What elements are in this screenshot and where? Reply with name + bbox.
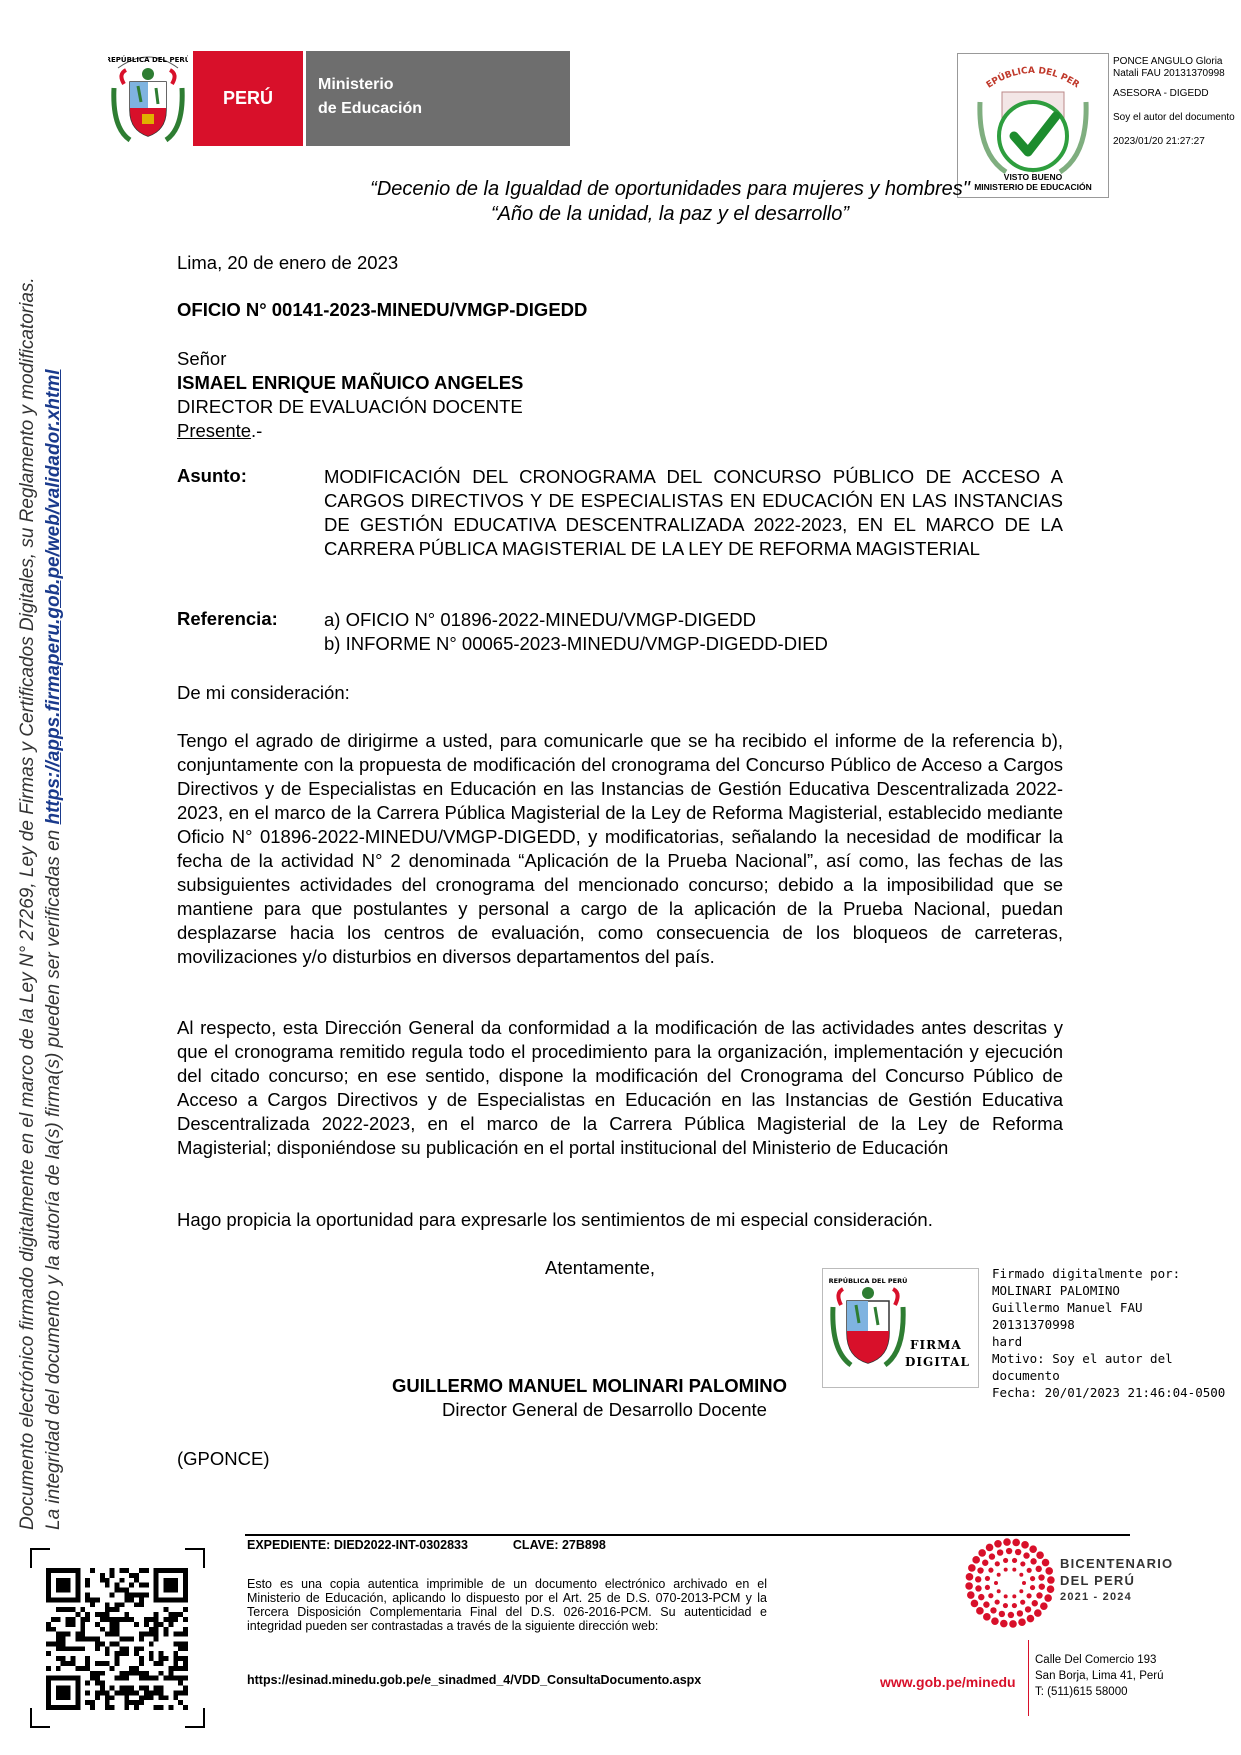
- escudo-text: REPÚBLICA DEL PERÚ: [108, 56, 188, 64]
- visto-bueno-signer-line1: PONCE ANGULO Gloria: [1113, 56, 1223, 67]
- initials: (GPONCE): [177, 1448, 270, 1469]
- visto-bueno-datetime: 2023/01/20 21:27:27: [1113, 136, 1205, 147]
- visto-bueno-seal-text: EPÚBLICA DEL PER: [984, 65, 1081, 91]
- bicentenario-line3: 2021 - 2024: [1060, 1591, 1132, 1603]
- visto-bueno-details: [1113, 56, 1241, 160]
- sig-line-1: Firmado digitalmente por:: [992, 1266, 1181, 1281]
- digital-signature-details: [992, 1265, 1232, 1401]
- slogan-line2: “Año de la unidad, la paz y el desarrollo”: [491, 203, 849, 225]
- referencia-a: a) OFICIO N° 01896-2022-MINEDU/VMGP-DIGEDD: [324, 609, 756, 630]
- sig-line-6: documento: [992, 1368, 1060, 1383]
- peru-label: PERÚ: [193, 51, 303, 146]
- legal-note-line1: Documento electrónico firmado digitalmente en el marco de la Ley N° 27269, Ley de Firmas y Certificados Digitales, su Reglamento y modificatorias.: [17, 277, 38, 1530]
- place-date: Lima, 20 de enero de 2023: [177, 252, 399, 273]
- sig-line-7: Fecha: 20/01/2023 21:46:04-0500: [992, 1385, 1226, 1400]
- footer-notice: Esto es una copia autentica imprimible de un documento electrónico archivado en el Ministerio de Educación, aplicando lo dispuesto por el Art. 25 de D.S. 070-2013-PCM y la Tercera Disposición Complementaria Final del D.S. 026-2016-PCM. Su autenticidad e integridad pueden ser contrastadas a través de la siguiente dirección web:: [247, 1577, 767, 1633]
- sig-line-5: Motivo: Soy el autor del: [992, 1351, 1173, 1366]
- ministerio-line2: de Educación: [318, 100, 423, 117]
- expediente: EXPEDIENTE: DIED2022-INT-0302833: [247, 1538, 468, 1552]
- slogan-line1: “Decenio de la Igualdad de oportunidades para mujeres y hombres": [370, 178, 970, 200]
- paragraph-1: Tengo el agrado de dirigirme a usted, para comunicarle que se ha recibido el informe de la referencia b), conjuntamente con la propuesta de modificación del cronograma del Concurso Público de Acceso a Cargos Directivos y de Especialistas en Educación en las Instancias de Gestión Educativa Descentralizada 2022-2023, en el marco de la Carrera Pública Magisterial de la Ley de Reforma Magisterial, establecido mediante Oficio N° 01896-2022-MINEDU/VMGP-DIGEDD, y modificatorias, señalando la necesidad de modificar la fecha de la actividad N° 2 denominada “Aplicación de la Prueba Nacional”, así como, las fechas de las subsiguientes actividades del cronograma del mencionado concurso; debido a la imposibilidad que se mantiene para que postulantes y personal a cargo de la aplicación de la Prueba Nacional, puedan desplazarse hacia los centros de evaluación, como consecuencia de los bloqueos de carreteras, movilizaciones y/o disturbios en diversos departamentos del país.: [177, 730, 1063, 967]
- ministerio-line1: Ministerio: [318, 76, 394, 93]
- bicentenario-line1: BICENTENARIO: [1060, 1556, 1174, 1571]
- validator-link[interactable]: https://apps.firmaperu.gob.pe/web/validador.xhtml: [43, 369, 64, 825]
- legal-note-line2: [41, 160, 67, 1530]
- footer-codes: [247, 1538, 606, 1552]
- bicentenario-logo: [965, 1538, 1055, 1628]
- firma-line2: DIGITAL: [905, 1355, 970, 1369]
- closing: Atentamente,: [545, 1257, 656, 1278]
- recipient-block: [177, 347, 523, 443]
- referencia-label: Referencia:: [177, 608, 278, 629]
- footer-url[interactable]: https://esinad.minedu.gob.pe/e_sinadmed_4/VDD_ConsultaDocumento.aspx: [247, 1673, 702, 1687]
- oficio-number: OFICIO N° 00141-2023-MINEDU/VMGP-DIGEDD: [177, 299, 588, 320]
- bicentenario-line2: DEL PERÚ: [1060, 1573, 1136, 1588]
- salutation: Señor: [177, 348, 227, 369]
- signer-title: Director General de Desarrollo Docente: [442, 1399, 767, 1420]
- address-block: [1035, 1652, 1164, 1700]
- legal-note-line2-text: La integridad del documento y la autoría de la(s) firma(s) pueden ser verificadas en: [43, 824, 64, 1530]
- presente: [177, 419, 523, 443]
- footer-divider: [245, 1534, 1130, 1536]
- referencias: [324, 608, 828, 656]
- firma-digital-label: [905, 1337, 970, 1371]
- bicentenario-text: [1060, 1555, 1173, 1606]
- address-line2: San Borja, Lima 41, Perú: [1035, 1670, 1164, 1682]
- signer-name: GUILLERMO MANUEL MOLINARI PALOMINO: [392, 1375, 787, 1396]
- clave: CLAVE: 27B898: [512, 1538, 606, 1552]
- phone: T: (511)615 58000: [1035, 1686, 1128, 1698]
- sig-line-3: Guillermo Manuel FAU 20131370998: [992, 1300, 1143, 1332]
- greeting: De mi consideración:: [177, 682, 350, 703]
- slogan: [200, 177, 1140, 227]
- address-divider: [1028, 1640, 1029, 1716]
- ministerio-label: [306, 51, 570, 146]
- paragraph-3: Hago propicia la oportunidad para expresarle los sentimientos de mi especial consideración.: [177, 1209, 933, 1230]
- qr-code: [30, 1548, 205, 1728]
- visto-bueno-signer: [1113, 56, 1241, 80]
- presente-text: Presente: [177, 420, 252, 441]
- sig-line-4: hard: [992, 1334, 1023, 1349]
- paragraph-2: Al respecto, esta Dirección General da conformidad a la modificación de las actividades antes descritas y que el cronograma remitido regula todo el procedimiento para la organización, implementación y ejecución del citado concurso; en ese sentido, dispone la modificación del Cronograma del Concurso Público de Acceso a Cargos Directivos y de Especialistas en Educación en las Instancias de Gestión Educativa Descentralizada 2022-2023, en el marco de la Carrera Pública Magisterial de la Ley de Reforma Magisterial; disponiéndose su publicación en el portal institucional del Ministerio de Educación: [177, 1017, 1063, 1158]
- referencia-b: b) INFORME N° 00065-2023-MINEDU/VMGP-DIGEDD-DIED: [324, 633, 828, 654]
- sig-line-2: MOLINARI PALOMINO: [992, 1283, 1120, 1298]
- visto-bueno-caption2: MINISTERIO DE EDUCACIÓN: [974, 182, 1092, 192]
- visto-bueno-reason: Soy el autor del documento: [1113, 112, 1235, 123]
- asunto-label: Asunto:: [177, 465, 247, 486]
- firma-line1: FIRMA: [910, 1338, 962, 1352]
- address-line1: Calle Del Comercio 193: [1035, 1654, 1157, 1666]
- firma-seal-text: REPÚBLICA DEL PERÚ: [828, 1277, 908, 1285]
- asunto-text: MODIFICACIÓN DEL CRONOGRAMA DEL CONCURSO PÚBLICO DE ACCESO A CARGOS DIRECTIVOS Y DE ESPECIALISTAS EN EDUCACIÓN EN LAS INSTANCIAS DE GESTIÓN EDUCATIVA DESCENTRALIZADA 2022-2023, EN EL MARCO DE LA CARRERA PÚBLICA MAGISTERIAL DE LA LEY DE REFORMA MAGISTERIAL: [324, 466, 1063, 559]
- visto-bueno-signer-line2: Natali FAU 20131370998: [1113, 68, 1225, 79]
- presente-suffix: .-: [251, 420, 263, 441]
- vertical-legal-note: [15, 160, 105, 1530]
- recipient-title: DIRECTOR DE EVALUACIÓN DOCENTE: [177, 396, 523, 417]
- visto-bueno-caption1: VISTO BUENO: [1003, 172, 1063, 182]
- svg-text:REPÚBLICA DEL PERÚ: [958, 54, 1081, 91]
- escudo-peru-logo: [108, 48, 188, 148]
- visto-bueno-role: ASESORA - DIGEDD: [1113, 88, 1209, 99]
- website-link[interactable]: www.gob.pe/minedu: [880, 1674, 1016, 1690]
- recipient-name: ISMAEL ENRIQUE MAÑUICO ANGELES: [177, 372, 524, 393]
